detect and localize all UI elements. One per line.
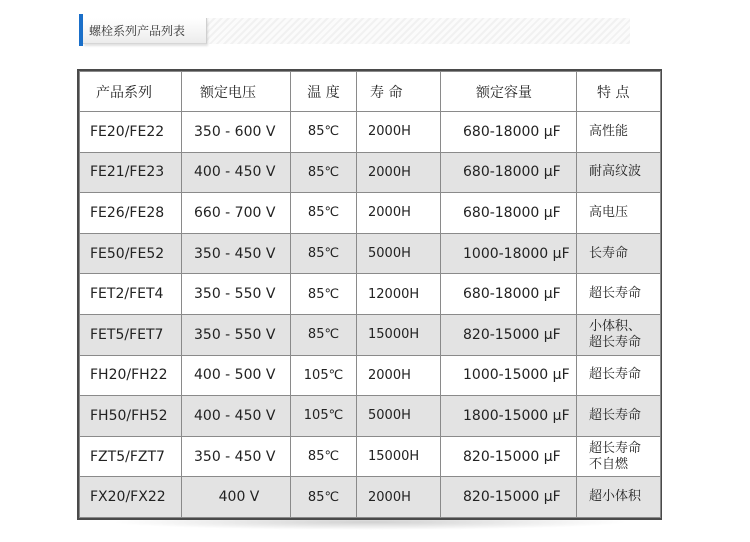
table-row bbox=[80, 436, 661, 477]
cell-temperature: 105℃ bbox=[291, 355, 357, 396]
cell-capacity: 680-18000 μF bbox=[441, 112, 577, 153]
cell-voltage: 660 - 700 V bbox=[182, 193, 291, 234]
table-row bbox=[80, 112, 661, 153]
table-row bbox=[80, 355, 661, 396]
cell-feature bbox=[577, 233, 661, 274]
cell-feature bbox=[577, 193, 661, 234]
feature-text: 高电压 bbox=[589, 204, 629, 220]
table-row bbox=[80, 233, 661, 274]
section-title: 螺栓系列产品列表 bbox=[89, 24, 186, 38]
cell-voltage: 350 - 550 V bbox=[182, 274, 291, 315]
cell-feature bbox=[577, 112, 661, 153]
cell-capacity: 1800-15000 μF bbox=[441, 396, 577, 437]
cell-series: FE20/FE22 bbox=[80, 112, 182, 153]
cell-series: FZT5/FZT7 bbox=[80, 436, 182, 477]
feature-text: 超长寿命 bbox=[589, 407, 642, 423]
column-header-feature: 特 点 bbox=[577, 72, 661, 112]
cell-life: 15000H bbox=[357, 436, 441, 477]
cell-feature bbox=[577, 355, 661, 396]
cell-voltage: 350 - 450 V bbox=[182, 233, 291, 274]
cell-feature bbox=[577, 396, 661, 437]
cell-temperature: 85℃ bbox=[291, 436, 357, 477]
feature-text: 超长寿命 bbox=[589, 286, 642, 302]
feature-text: 高性能 bbox=[589, 123, 629, 139]
column-header-series: 产品系列 bbox=[80, 72, 182, 112]
cell-capacity: 1000-18000 μF bbox=[441, 233, 577, 274]
table-row bbox=[80, 274, 661, 315]
cell-life: 5000H bbox=[357, 396, 441, 437]
cell-voltage: 400 - 500 V bbox=[182, 355, 291, 396]
section-title-tab bbox=[83, 18, 207, 44]
cell-capacity: 680-18000 μF bbox=[441, 274, 577, 315]
table-row bbox=[80, 152, 661, 193]
cell-voltage: 400 - 450 V bbox=[182, 152, 291, 193]
table-row bbox=[80, 396, 661, 437]
cell-feature bbox=[577, 436, 661, 477]
cell-voltage: 400 - 450 V bbox=[182, 396, 291, 437]
cell-life: 2000H bbox=[357, 112, 441, 153]
feature-text: 长寿命 bbox=[589, 245, 629, 261]
cell-capacity: 680-18000 μF bbox=[441, 193, 577, 234]
cell-life: 2000H bbox=[357, 355, 441, 396]
cell-series: FE26/FE28 bbox=[80, 193, 182, 234]
cell-series: FH20/FH22 bbox=[80, 355, 182, 396]
feature-text: 小体积、 超长寿命 bbox=[589, 318, 642, 350]
cell-capacity: 680-18000 μF bbox=[441, 152, 577, 193]
cell-capacity: 1000-15000 μF bbox=[441, 355, 577, 396]
column-header-temperature: 温 度 bbox=[291, 72, 357, 112]
cell-feature bbox=[577, 274, 661, 315]
cell-temperature: 85℃ bbox=[291, 112, 357, 153]
cell-voltage: 400 V bbox=[182, 477, 291, 518]
column-header-life: 寿 命 bbox=[357, 72, 441, 112]
cell-feature bbox=[577, 152, 661, 193]
cell-capacity: 820-15000 μF bbox=[441, 314, 577, 355]
cell-series: FX20/FX22 bbox=[80, 477, 182, 518]
feature-text: 超长寿命 不自燃 bbox=[589, 440, 642, 472]
cell-life: 12000H bbox=[357, 274, 441, 315]
feature-text: 耐高纹波 bbox=[589, 164, 642, 180]
cell-series: FE21/FE23 bbox=[80, 152, 182, 193]
cell-temperature: 105℃ bbox=[291, 396, 357, 437]
cell-temperature: 85℃ bbox=[291, 477, 357, 518]
cell-series: FET2/FET4 bbox=[80, 274, 182, 315]
feature-text: 超小体积 bbox=[589, 489, 642, 505]
cell-temperature: 85℃ bbox=[291, 193, 357, 234]
table-row bbox=[80, 314, 661, 355]
column-header-voltage: 额定电压 bbox=[182, 72, 291, 112]
table-header-row bbox=[80, 72, 661, 112]
cell-life: 2000H bbox=[357, 477, 441, 518]
cell-life: 5000H bbox=[357, 233, 441, 274]
product-table bbox=[77, 69, 662, 520]
cell-temperature: 85℃ bbox=[291, 152, 357, 193]
cell-life: 2000H bbox=[357, 193, 441, 234]
cell-voltage: 350 - 550 V bbox=[182, 314, 291, 355]
cell-temperature: 85℃ bbox=[291, 314, 357, 355]
cell-capacity: 820-15000 μF bbox=[441, 477, 577, 518]
cell-temperature: 85℃ bbox=[291, 274, 357, 315]
cell-life: 2000H bbox=[357, 152, 441, 193]
cell-series: FET5/FET7 bbox=[80, 314, 182, 355]
cell-series: FH50/FH52 bbox=[80, 396, 182, 437]
feature-text: 超长寿命 bbox=[589, 367, 642, 383]
cell-voltage: 350 - 600 V bbox=[182, 112, 291, 153]
cell-temperature: 85℃ bbox=[291, 233, 357, 274]
cell-capacity: 820-15000 μF bbox=[441, 436, 577, 477]
cell-life: 15000H bbox=[357, 314, 441, 355]
cell-feature bbox=[577, 314, 661, 355]
table-row bbox=[80, 477, 661, 518]
cell-feature bbox=[577, 477, 661, 518]
cell-voltage: 350 - 450 V bbox=[182, 436, 291, 477]
column-header-capacity: 额定容量 bbox=[441, 72, 577, 112]
cell-series: FE50/FE52 bbox=[80, 233, 182, 274]
table-row bbox=[80, 193, 661, 234]
